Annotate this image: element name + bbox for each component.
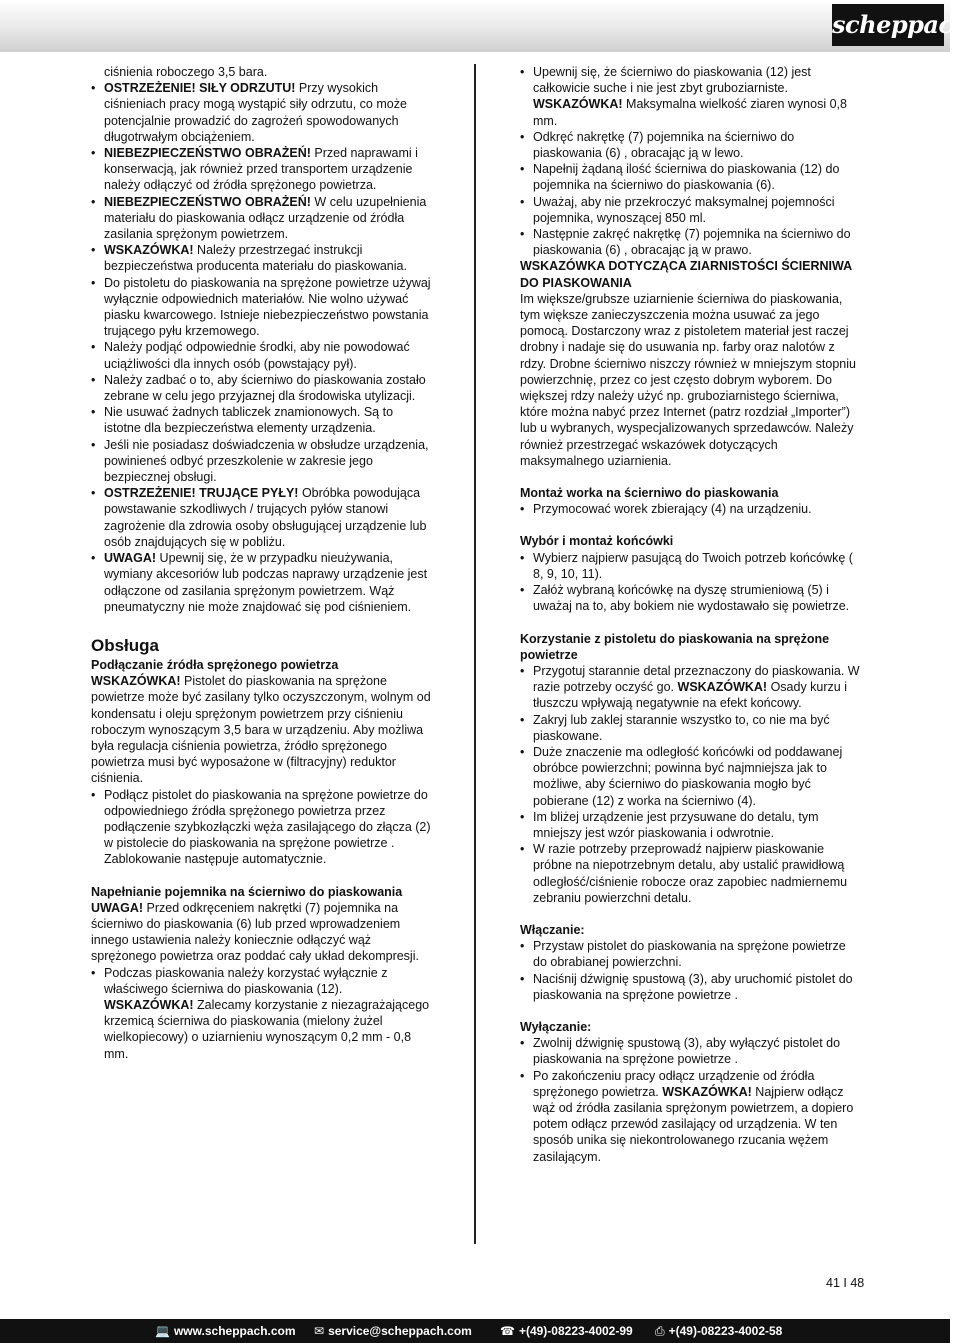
list-item: • Odkręć nakrętkę (7) pojemnika na ścierniwo do piaskowania (6) , obracając ją w lewo.: [520, 129, 860, 161]
fill-steps-list: [520, 64, 860, 258]
tip-list: [520, 550, 860, 615]
header-band: [0, 0, 950, 52]
list-item: • Uważaj, aby nie przekroczyć maksymalnej pojemności pojemnika, wynoszącej 850 ml.: [520, 194, 860, 226]
air-note-label: WSKAZÓWKA!: [91, 674, 181, 689]
scheppach-logo: scheppach: [832, 4, 944, 46]
fill-heading: Napełnianie pojemnika na ścierniwo do piaskowania: [91, 884, 403, 899]
list-item: • Nie usuwać żadnych tabliczek znamionowych. Są to istotne dla bezpieczeństwa elementy urządzenia.: [91, 404, 431, 436]
list-item: • Upewnij się, że ścierniwo do piaskowania (12) jest całkowicie suche i nie jest zbyt gruboziarniste. WSKAZÓWKA! Maksymalna wielkość ziaren wynosi 0,8 mm.: [520, 64, 860, 129]
list-item: • NIEBEZPIECZEŃSTWO OBRAŻEŃ! W celu uzupełnienia materiału do piaskowania odłącz urządzenie od źródła zasilania sprężonym powietrzem.: [91, 194, 431, 243]
right-column: [520, 64, 860, 1165]
fill-note: UWAGA! Przed odkręceniem nakrętki (7) pojemnika na ścierniwo do piaskowania (6) lub przed wprowadzeniem innego ustawienia należy koniecznie odłączyć wąż sprężonego powietrza oraz poddać cały układ dekompresji.: [91, 900, 419, 964]
on-heading: Włączanie:: [520, 922, 585, 937]
footer-bar: [0, 1319, 950, 1343]
tip-heading: Wybór i montaż końcówki: [520, 534, 674, 549]
list-item: • Do pistoletu do piaskowania na sprężone powietrze używaj wyłącznie odpowiednich materiałów. Nie wolno używać piasku kwarcowego. Istnieje niebezpieczeństwo powstania trującego pyłu krzemowego.: [91, 275, 431, 340]
list-item: • Zwolnij dźwignię spustową (3), aby wyłączyć pistolet do piaskowania na sprężone powietrze .: [520, 1035, 860, 1067]
list-item: • Jeśli nie posiadasz doświadczenia w obsłudze urządzenia, powinieneś odbyć przeszkolenie w zakresie jego bezpiecznej obsługi.: [91, 437, 431, 486]
list-item: • Przystaw pistolet do piaskowania na sprężone powietrze do obrabianej powierzchni.: [520, 938, 860, 970]
on-list: [520, 938, 860, 1003]
page-number: 41 I 48: [826, 1276, 865, 1290]
list-item: • Należy zadbać o to, aby ścierniwo do piaskowania zostało zebrane w celu jego przyjaznej dla środowiska utylizacji.: [91, 372, 431, 404]
list-item: • Naciśnij dźwignię spustową (3), aby uruchomić pistolet do piaskowania na sprężone powietrze .: [520, 971, 860, 1003]
list-item: • W razie potrzeby przeprowadź najpierw piaskowanie próbne na niepotrzebnym detalu, aby ustalić prawidłową odległość/ciśnienie robocze oraz zapobiec nadmiernemu zebraniu powierzchni detalu.: [520, 841, 860, 906]
column-divider: [474, 64, 476, 1244]
list-item: • Należy podjąć odpowiednie środki, aby nie powodować uciążliwości dla innych osób (powstający pył).: [91, 339, 431, 371]
footer-phone[interactable]: ☎ +(49)-08223-4002-99: [500, 1319, 633, 1343]
list-item: • Załóż wybraną końcówkę na dyszę strumieniową (5) i uważaj na to, aby bokiem nie wydostawało się powietrze.: [520, 582, 860, 614]
fill-note-label: UWAGA!: [91, 900, 144, 915]
list-item: • Im bliżej urządzenie jest przysuwane do detalu, tym mniejszy jest wzór piaskowania i odwrotnie.: [520, 809, 860, 841]
section-title: Obsługa: [91, 635, 160, 655]
footer-fax[interactable]: ⎙ +(49)-08223-4002-58: [655, 1319, 782, 1343]
grain-text: Im większe/grubsze uziarnienie ścierniwa do piaskowania, tym większe zanieczyszczenia można usuwać za jego pomocą. Dostarczony wraz z pistoletem materiał jest raczej drobny i nadaje się do usuwania np. farby oraz nalotów z rdzy. Drobne ścierniwo niszczy również w mniejszym stopniu powierzchnię, przez co jest często dobrym wyborem. Do większej rdzy należy użyć np. gruboziarnistego ścierniwa, które można nabyć przez Internet (patrz rozdział „Importer”) lub u wybranych, wyspecjalizowanych sprzedawców. Należy również przestrzegać wskazówek dotyczących maksymalnego uziarnienia.: [520, 291, 856, 468]
grain-heading: WSKAZÓWKA DOTYCZĄCA ZIARNISTOŚCI ŚCIERNIWA DO PIASKOWANIA: [520, 259, 852, 290]
air-heading: Podłączanie źródła sprężonego powietrza: [91, 657, 339, 672]
list-item: • Podczas piaskowania należy korzystać wyłącznie z właściwego ścierniwa do piaskowania (12). WSKAZÓWKA! Zalecamy korzystanie z niezagrażającego krzemicą ścierniwa do piaskowania (mielony żużel wielkopiecowy) o uziarnieniu wynoszącym 0,2 mm - 0,8 mm.: [91, 965, 431, 1062]
list-item: • Podłącz pistolet do piaskowania na sprężone powietrze do odpowiedniego źródła sprężonego powietrza przez podłączenie szybkozłączki węża zasilającego do złącza (2) w pistolecie do piaskowania na sprężone powietrze . Zablokowanie następuje automatycznie.: [91, 787, 431, 868]
footer-web[interactable]: 💻 www.scheppach.com: [155, 1319, 296, 1343]
mail-icon: ✉: [314, 1324, 325, 1338]
list-item: • Następnie zakręć nakrętkę (7) pojemnika na ścierniwo do piaskowania (6) , obracając ją w prawo.: [520, 226, 860, 258]
intro-continuation: ciśnienia roboczego 3,5 bara.: [104, 65, 268, 79]
list-item: • Napełnij żądaną ilość ścierniwa do piaskowania (12) do pojemnika na ścierniwo do piaskowania (6).: [520, 161, 860, 193]
list-item: • Wybierz najpierw pasującą do Twoich potrzeb końcówkę ( 8, 9, 10, 11).: [520, 550, 860, 582]
use-list: [520, 663, 860, 906]
list-item: • Przygotuj starannie detal przeznaczony do piaskowania. W razie potrzeby oczyść go. WSKAZÓWKA! Osady kurzu i tłuszczu wpływają negatywnie na efekt końcowy.: [520, 663, 860, 712]
list-item: • UWAGA! Upewnij się, że w przypadku nieużywania, wymiany akcesoriów lub podczas naprawy urządzenie jest odłączone od zasilania sprężonym powietrzem. Wąż pneumatyczny nie może znajdować się pod ciśnieniem.: [91, 550, 431, 615]
list-item: • Po zakończeniu pracy odłącz urządzenie od źródła sprężonego powietrza. WSKAZÓWKA! Najpierw odłącz wąż od źródła zasilania sprężonym powietrzem, a dopiero potem odłącz przewód zasilający od urządzenia. W ten sposób unika się niekontrolowanego rzucania wężem zasilającym.: [520, 1068, 860, 1165]
list-item: • WSKAZÓWKA! Należy przestrzegać instrukcji bezpieczeństwa producenta materiału do piaskowania.: [91, 242, 431, 274]
bag-heading: Montaż worka na ścierniwo do piaskowania: [520, 486, 779, 501]
list-item: • OSTRZEŻENIE! TRUJĄCE PYŁY! Obróbka powodująca powstawanie szkodliwych / trujących pyłów stanowi zagrożenie dla zdrowia osoby obsługującej urządzenie lub osób znajdujących się w pobliżu.: [91, 485, 431, 550]
computer-icon: 💻: [155, 1324, 170, 1338]
use-heading: Korzystanie z pistoletu do piaskowania na sprężone powietrze: [520, 631, 830, 662]
fax-icon: ⎙: [655, 1324, 665, 1338]
list-item: • Duże znaczenie ma odległość końcówki od poddawanej obróbce powierzchni; powinna być najmniejsza jak to możliwe, aby ścierniwo do piaskowania mogło być pobierane (12) z worka na ścierniwo (4).: [520, 744, 860, 809]
list-item: • NIEBEZPIECZEŃSTWO OBRAŻEŃ! Przed naprawami i konserwacją, jak również przed transportem urządzenie należy odłączyć od źródła sprężonego powietrza.: [91, 145, 431, 194]
list-item: • Zakryj lub zaklej starannie wszystko to, co nie ma być piaskowane.: [520, 712, 860, 744]
list-item: • OSTRZEŻENIE! SIŁY ODRZUTU! Przy wysokich ciśnieniach pracy mogą wystąpić siły odrzutu, co może potencjalnie prowadzić do zagrożeń spowodowanych długotrwałym obciążeniem.: [91, 80, 431, 145]
footer-email[interactable]: ✉ service@scheppach.com: [314, 1319, 472, 1343]
air-note: WSKAZÓWKA! Pistolet do piaskowania na sprężone powietrze może być zasilany tylko oczyszczonym, wolnym od kondensatu i oleju sprężonym powietrzem przy ciśnieniu roboczym wynoszącym 3,5 bara w urządzeniu. Aby możliwa była regulacja ciśnienia powietrza, źródło sprężonego powietrza musi być wyposażone w (filtracyjny) reduktor ciśnienia.: [91, 674, 431, 786]
list-item: • Przymocować worek zbierający (4) na urządzeniu.: [520, 501, 860, 517]
left-column: [91, 64, 431, 1062]
phone-icon: ☎: [500, 1324, 515, 1338]
off-heading: Wyłączanie:: [520, 1019, 592, 1034]
safety-list: [91, 80, 431, 615]
